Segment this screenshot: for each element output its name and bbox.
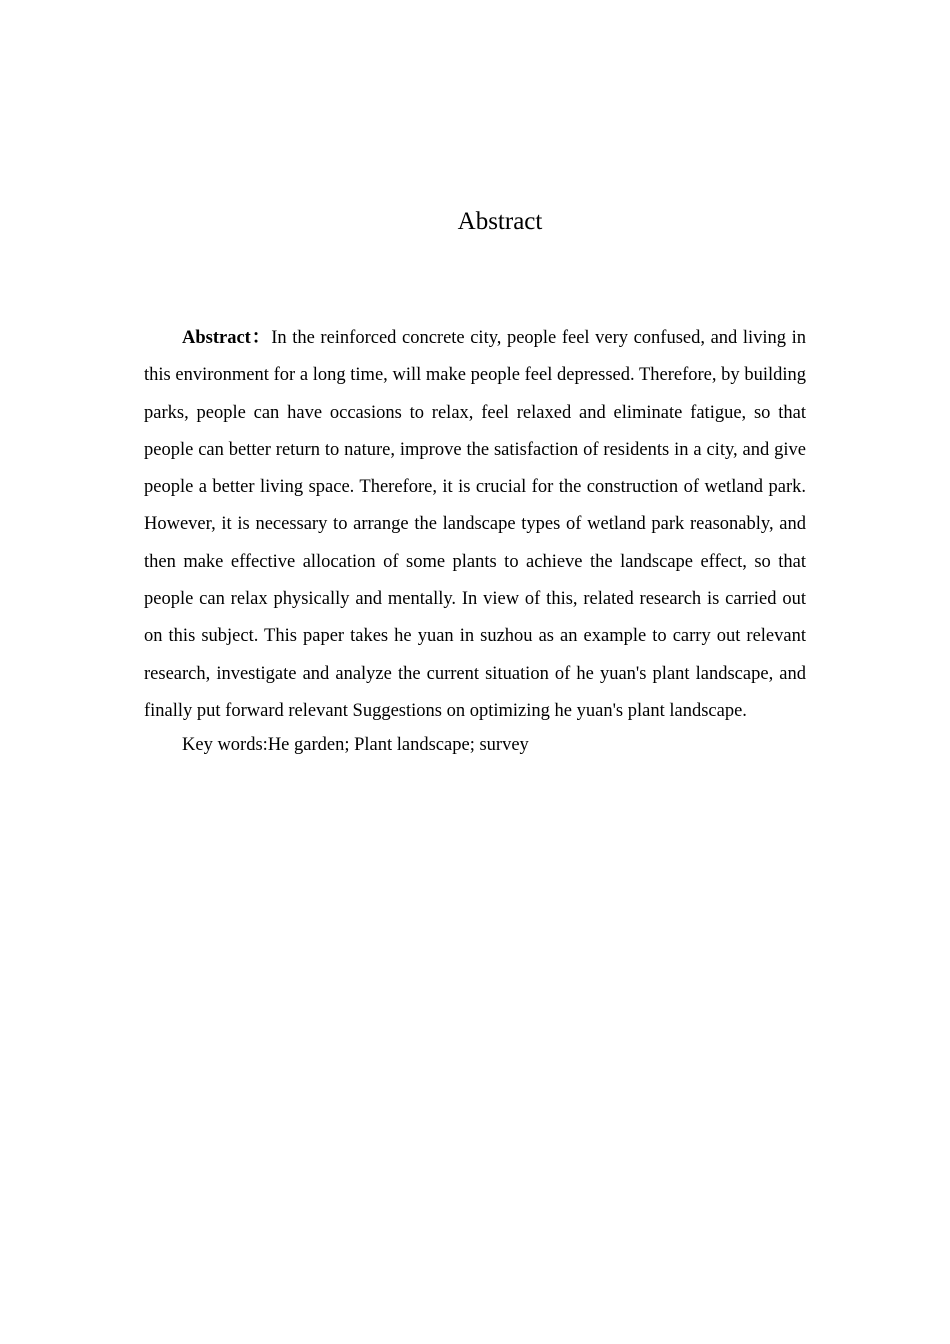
abstract-body	[144, 320, 806, 765]
abstract-paragraph	[144, 320, 806, 730]
page-title: Abstract	[457, 208, 543, 235]
abstract-text: In the reinforced concrete city, people feel very confused, and living in this environment for a long time, will make people feel depressed. Therefore, by building parks, people can have occasions to relax, feel relaxed and eliminate fatigue, so that people can better return to nature, improve the satisfaction of residents in a city, and give people a better living space. Therefore, it is crucial for the construction of wetland park. However, it is necessary to arrange the landscape types of wetland park reasonably, and then make effective allocation of some plants to achieve the landscape effect, so that people can relax physically and mentally. In view of this, related research is carried out on this subject. This paper takes he yuan in suzhou as an example to carry out relevant research, investigate and analyze the current situation of he yuan's plant landscape, and finally put forward relevant Suggestions on optimizing he yuan's plant landscape.	[144, 328, 806, 721]
abstract-label: Abstract：	[182, 328, 272, 348]
keywords-text: He garden; Plant landscape; survey	[267, 735, 529, 756]
keywords-paragraph	[144, 727, 806, 764]
keywords-label: Key words:	[182, 735, 268, 756]
